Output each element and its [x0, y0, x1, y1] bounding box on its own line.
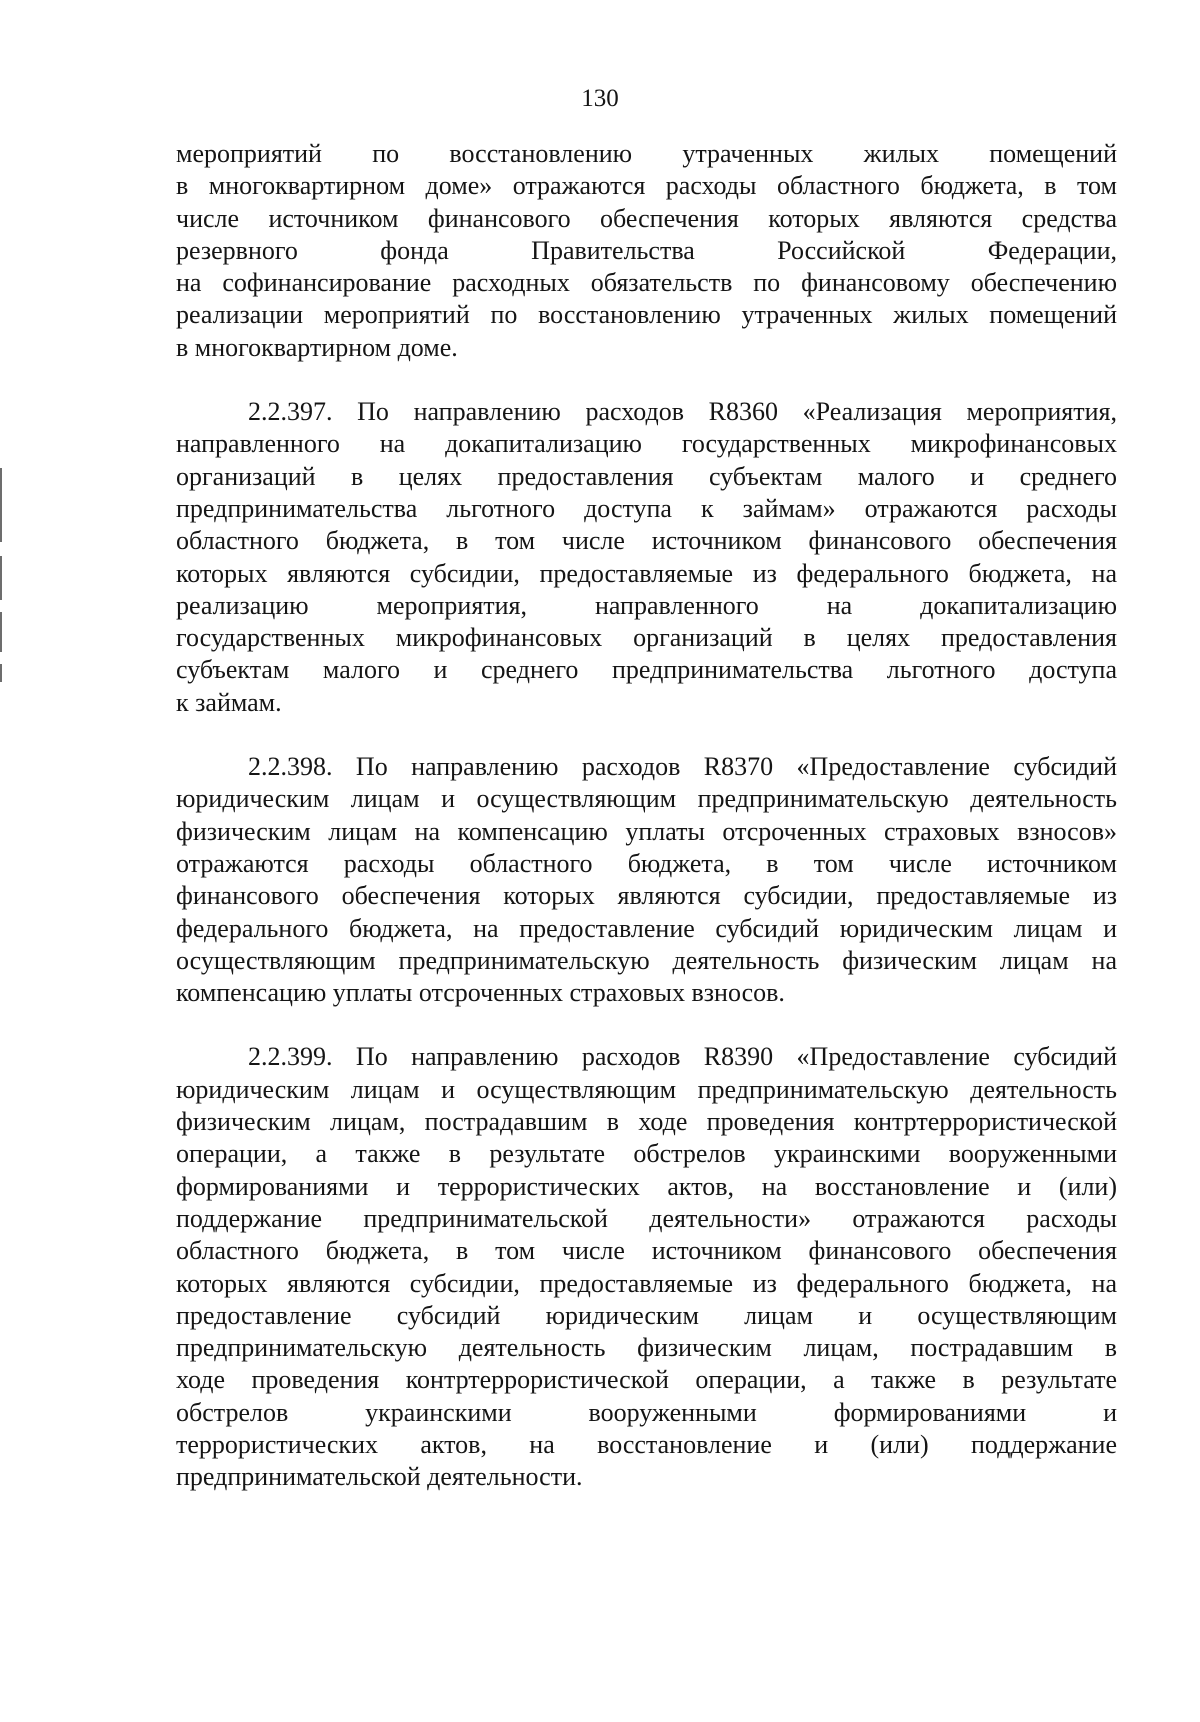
text-line: осуществляющим предпринимательскую деятельность физическим лицам на — [176, 945, 1117, 975]
text-line: формированиями и террористических актов, на восстановление и (или) — [176, 1171, 1117, 1201]
text-line: к займам. — [176, 687, 282, 717]
text-line: на софинансирование расходных обязательств по финансовому обеспечению — [176, 268, 1117, 298]
text-line: предпринимательской деятельности. — [176, 1462, 583, 1492]
text-line: областного бюджета, в том числе источником финансового обеспечения — [176, 526, 1117, 556]
paragraph-gap — [176, 1009, 1117, 1041]
paragraph-2-2-397 — [176, 396, 1117, 719]
page-number: 130 — [581, 85, 619, 112]
paragraph-gap — [176, 364, 1117, 396]
text-line: направленного на докапитализацию государственных микрофинансовых — [176, 429, 1117, 459]
text-line: физическим лицам, пострадавшим в ходе проведения контртеррористической — [176, 1107, 1117, 1137]
scan-edge-mark — [0, 468, 2, 542]
text-line: которых являются субсидии, предоставляемые из федерального бюджета, на — [176, 1268, 1117, 1298]
text-line: 2.2.397. По направлению расходов R8360 «Реализация мероприятия, — [248, 397, 1117, 427]
scan-edge-mark — [0, 664, 2, 682]
paragraph-2-2-399 — [176, 1041, 1117, 1493]
text-line: субъектам малого и среднего предпринимательства льготного доступа — [176, 655, 1117, 685]
paragraph-2-2-398 — [176, 751, 1117, 1009]
text-line: реализацию мероприятия, направленного на докапитализацию — [176, 590, 1117, 620]
text-line: обстрелов украинскими вооруженными формированиями и — [176, 1397, 1117, 1427]
text-line: юридическим лицам и осуществляющим предпринимательскую деятельность — [176, 1074, 1117, 1104]
text-line: 2.2.399. По направлению расходов R8390 «Предоставление субсидий — [248, 1042, 1117, 1072]
text-line: 2.2.398. По направлению расходов R8370 «Предоставление субсидий — [248, 752, 1117, 782]
text-line: поддержание предпринимательской деятельности» отражаются расходы — [176, 1203, 1117, 1233]
text-line: мероприятий по восстановлению утраченных жилых помещений — [176, 139, 1117, 168]
text-line: которых являются субсидии, предоставляемые из федерального бюджета, на — [176, 558, 1117, 588]
text-line: юридическим лицам и осуществляющим предпринимательскую деятельность — [176, 784, 1117, 814]
scan-edge-mark — [0, 612, 2, 652]
paragraph-continuation — [176, 138, 1117, 364]
text-line: операции, а также в результате обстрелов украинскими вооруженными — [176, 1139, 1117, 1169]
text-line: реализации мероприятий по восстановлению утраченных жилых помещений — [176, 300, 1117, 330]
text-line: финансового обеспечения которых являются субсидии, предоставляемые из — [176, 881, 1117, 911]
text-line: террористических актов, на восстановление и (или) поддержание — [176, 1429, 1117, 1459]
text-line: предпринимательскую деятельность физическим лицам, пострадавшим в — [176, 1333, 1117, 1363]
text-line: в многоквартирном доме. — [176, 332, 458, 362]
text-line: компенсацию уплаты отсроченных страховых взносов. — [176, 978, 785, 1008]
text-line: государственных микрофинансовых организаций в целях предоставления — [176, 623, 1117, 653]
text-line: ходе проведения контртеррористической операции, а также в результате — [176, 1365, 1117, 1395]
paragraph-gap — [176, 719, 1117, 751]
text-line: числе источником финансового обеспечения которых являются средства — [176, 203, 1117, 233]
text-line: федерального бюджета, на предоставление субсидий юридическим лицам и — [176, 913, 1117, 943]
text-line: отражаются расходы областного бюджета, в том числе источником — [176, 848, 1117, 878]
text-line: в многоквартирном доме» отражаются расходы областного бюджета, в том — [176, 171, 1117, 201]
text-line: предоставление субсидий юридическим лицам и осуществляющим — [176, 1300, 1117, 1330]
text-line: областного бюджета, в том числе источником финансового обеспечения — [176, 1236, 1117, 1266]
document-body — [176, 138, 1117, 1494]
text-line: физическим лицам на компенсацию уплаты отсроченных страховых взносов» — [176, 816, 1117, 846]
scan-edge-mark — [0, 556, 2, 600]
text-line: резервного фонда Правительства Российской Федерации, — [176, 235, 1117, 265]
text-line: организаций в целях предоставления субъектам малого и среднего — [176, 461, 1117, 491]
text-line: предпринимательства льготного доступа к займам» отражаются расходы — [176, 493, 1117, 523]
